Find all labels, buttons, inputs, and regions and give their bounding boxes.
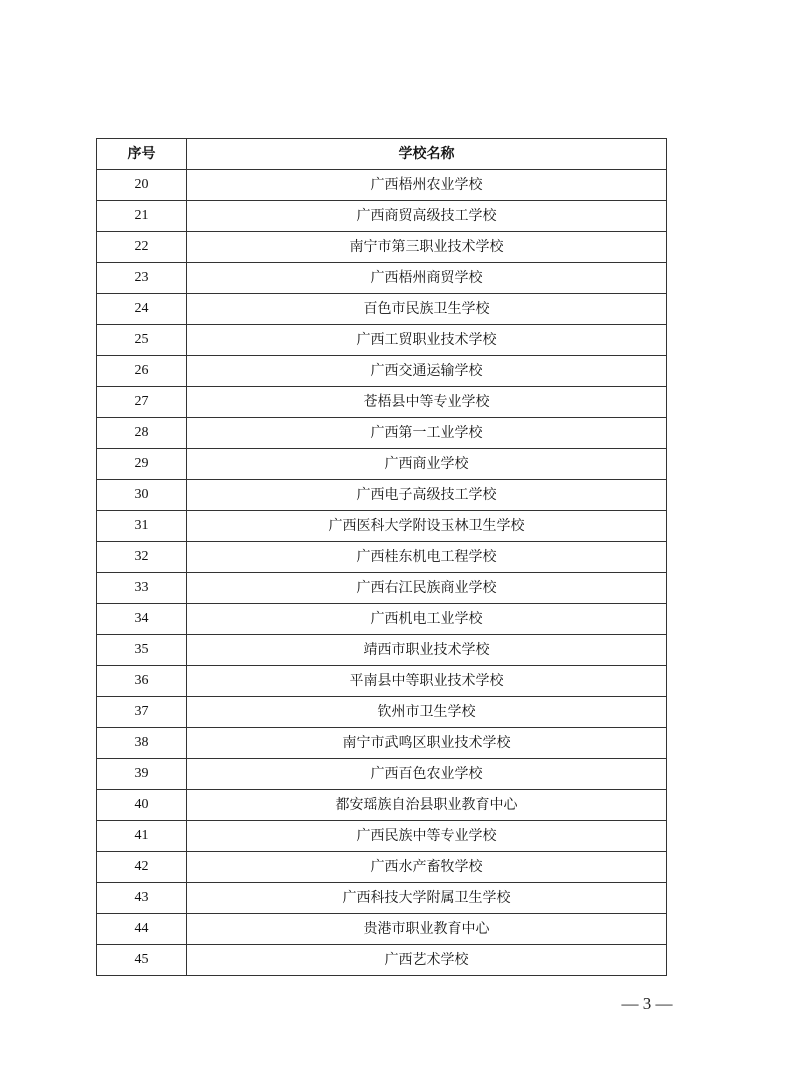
table-row [97,480,667,511]
row-school-name: 广西百色农业学校 [187,759,667,790]
table-row [97,945,667,976]
row-school-name: 广西医科大学附设玉林卫生学校 [187,511,667,542]
table-row [97,883,667,914]
table-row [97,325,667,356]
table-row [97,542,667,573]
row-seq: 28 [97,418,187,449]
table-row [97,635,667,666]
row-school-name: 广西机电工业学校 [187,604,667,635]
row-seq: 22 [97,232,187,263]
row-seq: 38 [97,728,187,759]
row-seq: 35 [97,635,187,666]
table-row [97,263,667,294]
table-row [97,604,667,635]
row-school-name: 广西艺术学校 [187,945,667,976]
row-seq: 33 [97,573,187,604]
row-seq: 32 [97,542,187,573]
table-row [97,511,667,542]
row-school-name: 靖西市职业技术学校 [187,635,667,666]
row-school-name: 广西第一工业学校 [187,418,667,449]
row-school-name: 广西右江民族商业学校 [187,573,667,604]
row-seq: 36 [97,666,187,697]
header-seq: 序号 [97,139,187,170]
table-row [97,232,667,263]
row-seq: 44 [97,914,187,945]
table-row [97,294,667,325]
table-header-row [97,139,667,170]
row-school-name: 南宁市武鸣区职业技术学校 [187,728,667,759]
row-seq: 20 [97,170,187,201]
row-seq: 29 [97,449,187,480]
row-school-name: 广西民族中等专业学校 [187,821,667,852]
row-school-name: 百色市民族卫生学校 [187,294,667,325]
row-school-name: 贵港市职业教育中心 [187,914,667,945]
row-school-name: 广西水产畜牧学校 [187,852,667,883]
table-row [97,573,667,604]
row-seq: 37 [97,697,187,728]
row-seq: 25 [97,325,187,356]
table-row [97,387,667,418]
table-row [97,914,667,945]
row-seq: 31 [97,511,187,542]
table-row [97,697,667,728]
table-row [97,170,667,201]
table-row [97,728,667,759]
row-seq: 27 [97,387,187,418]
row-school-name: 钦州市卫生学校 [187,697,667,728]
row-seq: 41 [97,821,187,852]
row-seq: 40 [97,790,187,821]
row-school-name: 广西科技大学附属卫生学校 [187,883,667,914]
row-seq: 21 [97,201,187,232]
row-school-name: 广西商业学校 [187,449,667,480]
row-school-name: 广西梧州商贸学校 [187,263,667,294]
row-school-name: 南宁市第三职业技术学校 [187,232,667,263]
table-row [97,666,667,697]
row-school-name: 广西商贸高级技工学校 [187,201,667,232]
row-school-name: 广西桂东机电工程学校 [187,542,667,573]
row-seq: 24 [97,294,187,325]
table-row [97,449,667,480]
row-school-name: 广西交通运输学校 [187,356,667,387]
table-row [97,759,667,790]
table-row [97,821,667,852]
table-row [97,852,667,883]
table-row [97,356,667,387]
table-row [97,418,667,449]
table-body [97,170,667,976]
row-school-name: 都安瑶族自治县职业教育中心 [187,790,667,821]
row-school-name: 苍梧县中等专业学校 [187,387,667,418]
row-seq: 26 [97,356,187,387]
row-seq: 43 [97,883,187,914]
row-seq: 30 [97,480,187,511]
row-seq: 34 [97,604,187,635]
table-row [97,201,667,232]
row-seq: 45 [97,945,187,976]
row-school-name: 广西梧州农业学校 [187,170,667,201]
row-seq: 39 [97,759,187,790]
row-seq: 23 [97,263,187,294]
row-school-name: 平南县中等职业技术学校 [187,666,667,697]
row-school-name: 广西电子高级技工学校 [187,480,667,511]
row-school-name: 广西工贸职业技术学校 [187,325,667,356]
page-number: — 3 — [621,994,673,1013]
table-row [97,790,667,821]
row-seq: 42 [97,852,187,883]
school-list-table [96,138,667,976]
header-school-name: 学校名称 [187,139,667,170]
